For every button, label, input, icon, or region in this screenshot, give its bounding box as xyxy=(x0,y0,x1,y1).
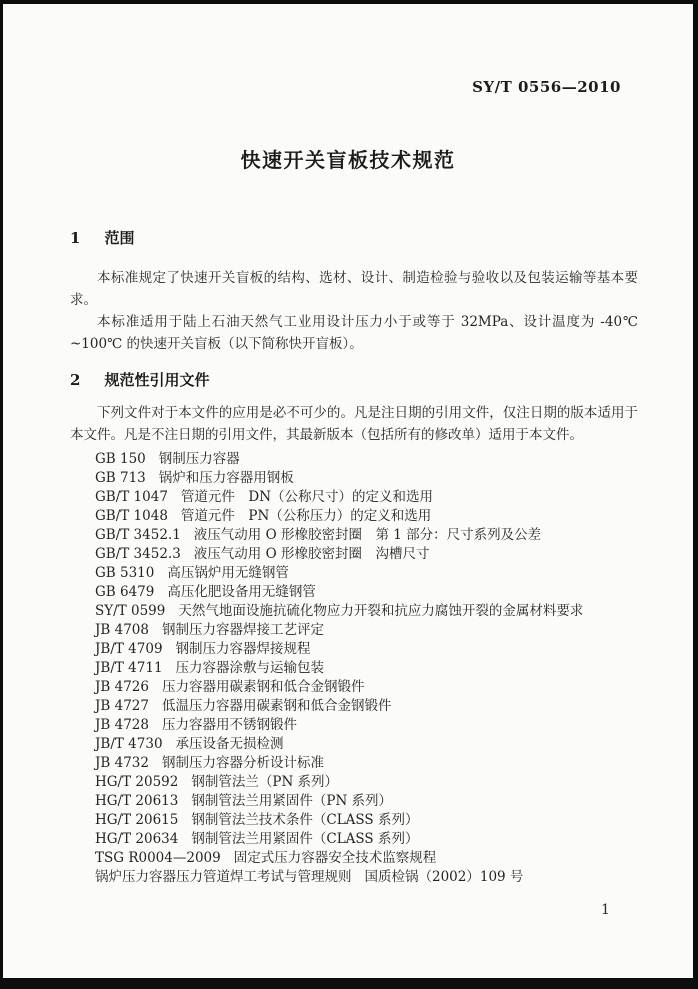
reference-code: SY/T 0599 xyxy=(95,603,166,619)
reference-code: HG/T 20592 xyxy=(95,774,179,790)
reference-item xyxy=(95,564,638,583)
reference-item xyxy=(95,773,638,792)
reference-title: 低温压力容器用碳素钢和低合金钢锻件 xyxy=(161,698,392,714)
reference-title: 钢制管法兰用紧固件（CLASS 系列） xyxy=(191,831,419,847)
reference-item xyxy=(95,488,638,507)
reference-code: JB 4728 xyxy=(95,717,149,733)
reference-code: GB 6479 xyxy=(95,584,155,600)
reference-title: 钢制压力容器焊接工艺评定 xyxy=(161,622,324,638)
reference-title: 国质检锅（2002）109 号 xyxy=(364,869,524,885)
section-1-title: 范围 xyxy=(104,229,135,247)
document-body xyxy=(70,230,638,887)
section-2-heading xyxy=(70,372,638,388)
reference-item xyxy=(95,583,638,602)
reference-item xyxy=(95,697,638,716)
reference-code: JB/T 4709 xyxy=(95,641,163,657)
section-2-number: 2 xyxy=(70,371,81,389)
document-title: 快速开关盲板技术规范 xyxy=(240,148,456,172)
reference-item xyxy=(95,602,638,621)
reference-code: JB 4732 xyxy=(95,755,149,771)
reference-title: 压力容器涂敷与运输包装 xyxy=(175,660,325,676)
reference-code: TSG R0004—2009 xyxy=(95,850,221,866)
reference-item xyxy=(95,849,638,868)
reference-title: 钢制管法兰技术条件（CLASS 系列） xyxy=(191,812,419,828)
reference-title: 管道元件 DN（公称尺寸）的定义和选用 xyxy=(180,489,434,505)
reference-item xyxy=(95,868,638,887)
reference-title: 锅炉和压力容器用钢板 xyxy=(158,470,294,486)
reference-code: HG/T 20634 xyxy=(95,831,179,847)
reference-code: JB 4726 xyxy=(95,679,149,695)
reference-code: JB/T 4730 xyxy=(95,736,163,752)
reference-code: GB 5310 xyxy=(95,565,155,581)
reference-title: 管道元件 PN（公称压力）的定义和选用 xyxy=(180,508,432,524)
reference-title: 高压化肥设备用无缝钢管 xyxy=(167,584,316,600)
reference-title: 高压锅炉用无缝钢管 xyxy=(167,565,289,581)
reference-title: 钢制压力容器 xyxy=(158,451,240,467)
document-page xyxy=(3,4,693,978)
reference-item xyxy=(95,469,638,488)
reference-item xyxy=(95,830,638,849)
standard-number: SY/T 0556—2010 xyxy=(472,78,621,96)
section-1-heading xyxy=(70,230,638,246)
reference-title: 承压设备无损检测 xyxy=(175,736,284,752)
reference-title: 压力容器用碳素钢和低合金钢锻件 xyxy=(161,679,365,695)
reference-title: 液压气动用 O 形橡胶密封圈 沟槽尺寸 xyxy=(193,546,430,562)
reference-title: 固定式压力容器安全技术监察规程 xyxy=(233,850,437,866)
reference-code: JB 4708 xyxy=(95,622,149,638)
section-2-title: 规范性引用文件 xyxy=(104,371,210,389)
reference-item xyxy=(95,659,638,678)
reference-item xyxy=(95,792,638,811)
reference-item xyxy=(95,754,638,773)
reference-item xyxy=(95,545,638,564)
reference-code: 锅炉压力容器压力管道焊工考试与管理规则 xyxy=(95,869,352,885)
reference-item xyxy=(95,716,638,735)
reference-item xyxy=(95,640,638,659)
reference-item xyxy=(95,735,638,754)
reference-title: 钢制管法兰用紧固件（PN 系列） xyxy=(191,793,393,809)
scope-paragraph-1: 本标准规定了快速开关盲板的结构、选材、设计、制造检验与验收以及包装运输等基本要求。 xyxy=(70,270,638,308)
reference-item xyxy=(95,811,638,830)
reference-item xyxy=(95,526,638,545)
reference-title: 压力容器用不锈钢锻件 xyxy=(161,717,297,733)
reference-code: GB/T 1047 xyxy=(95,489,168,505)
reference-title: 钢制压力容器焊接规程 xyxy=(175,641,311,657)
scope-paragraph-2: 本标准适用于陆上石油天然气工业用设计压力小于或等于 32MPa、设计温度为 -40℃ ~100℃ 的快速开关盲板（以下简称快开盲板）。 xyxy=(70,314,638,352)
reference-title: 天然气地面设施抗硫化物应力开裂和抗应力腐蚀开裂的金属材料要求 xyxy=(178,603,584,619)
reference-title: 液压气动用 O 形橡胶密封圈 第 1 部分：尺寸系列及公差 xyxy=(193,527,542,543)
reference-item xyxy=(95,450,638,469)
reference-title: 钢制管法兰（PN 系列） xyxy=(191,774,339,790)
reference-title: 钢制压力容器分析设计标准 xyxy=(161,755,324,771)
reference-code: GB/T 1048 xyxy=(95,508,168,524)
reference-code: GB 150 xyxy=(95,451,146,467)
references-intro-paragraph: 下列文件对于本文件的应用是必不可少的。凡是注日期的引用文件，仅注日期的版本适用于本文件。凡是不注日期的引用文件，其最新版本（包括所有的修改单）适用于本文件。 xyxy=(70,405,638,443)
reference-item xyxy=(95,507,638,526)
reference-code: JB/T 4711 xyxy=(95,660,163,676)
reference-code: GB/T 3452.3 xyxy=(95,546,181,562)
reference-code: HG/T 20615 xyxy=(95,812,179,828)
page-number: 1 xyxy=(601,902,610,918)
reference-item xyxy=(95,678,638,697)
reference-code: GB 713 xyxy=(95,470,146,486)
reference-item xyxy=(95,621,638,640)
section-1-number: 1 xyxy=(70,229,81,247)
reference-code: JB 4727 xyxy=(95,698,149,714)
reference-list xyxy=(70,450,638,887)
reference-code: GB/T 3452.1 xyxy=(95,527,181,543)
reference-code: HG/T 20613 xyxy=(95,793,179,809)
